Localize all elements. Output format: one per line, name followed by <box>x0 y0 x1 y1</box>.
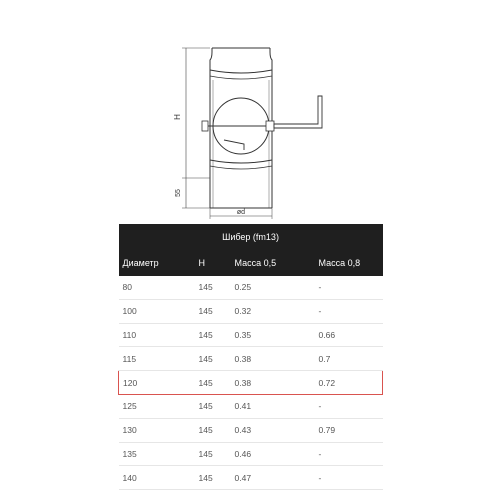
cell-diameter: 115 <box>119 347 195 371</box>
cell-mass-08: 0.79 <box>315 418 383 442</box>
cell-diameter: 130 <box>119 418 195 442</box>
cell-h: 145 <box>195 299 231 323</box>
dim-d-label: ød <box>236 209 246 216</box>
spec-table-container <box>118 224 382 490</box>
col-header-mass-05: Масса 0,5 <box>231 250 315 276</box>
cell-mass-05: 0.41 <box>231 394 315 418</box>
cell-mass-05: 0.38 <box>231 371 315 395</box>
table-header-row <box>119 250 383 276</box>
cell-mass-05: 0.46 <box>231 442 315 466</box>
dim-55-label: 55 <box>175 189 182 197</box>
pipe-upper-rib <box>210 70 272 73</box>
axis-left-stub <box>202 121 208 131</box>
cell-h: 145 <box>195 442 231 466</box>
pipe-lower-rib-2 <box>210 166 272 169</box>
cell-mass-08: 0.72 <box>315 371 383 395</box>
cell-mass-05: 0.38 <box>231 347 315 371</box>
cell-diameter: 125 <box>119 394 195 418</box>
cell-h: 145 <box>195 323 231 347</box>
table-title-row <box>119 224 383 250</box>
cell-mass-05: 0.32 <box>231 299 315 323</box>
cell-mass-08: 0.7 <box>315 347 383 371</box>
table-row <box>119 276 383 299</box>
table-row <box>119 442 383 466</box>
table-row <box>119 418 383 442</box>
col-header-h: H <box>195 250 231 276</box>
table-row <box>119 299 383 323</box>
cell-mass-08: 0.66 <box>315 323 383 347</box>
dim-h-label: H <box>173 114 182 120</box>
cell-mass-05: 0.47 <box>231 466 315 490</box>
damper-technical-drawing <box>0 0 500 224</box>
cell-h: 145 <box>195 276 231 299</box>
cell-h: 145 <box>195 466 231 490</box>
cell-mass-05: 0.35 <box>231 323 315 347</box>
table-title: Шибер (fm13) <box>119 224 383 250</box>
cell-mass-08: - <box>315 442 383 466</box>
cell-h: 145 <box>195 371 231 395</box>
cell-h: 145 <box>195 418 231 442</box>
cell-mass-05: 0.25 <box>231 276 315 299</box>
table-row <box>119 466 383 490</box>
cell-h: 145 <box>195 347 231 371</box>
cell-diameter: 80 <box>119 276 195 299</box>
cell-mass-08: - <box>315 466 383 490</box>
cell-mass-05: 0.43 <box>231 418 315 442</box>
pipe-lower-rib <box>210 160 272 163</box>
col-header-mass-08: Масса 0,8 <box>315 250 383 276</box>
cell-diameter: 120 <box>119 371 195 395</box>
table-row <box>119 394 383 418</box>
spec-table <box>118 224 383 490</box>
table-row <box>119 323 383 347</box>
axis-knob <box>266 121 274 131</box>
cell-diameter: 135 <box>119 442 195 466</box>
pipe-upper-rib-2 <box>210 76 272 79</box>
cell-h: 145 <box>195 394 231 418</box>
table-row <box>119 347 383 371</box>
table-row-highlighted <box>119 371 383 395</box>
cell-mass-08: - <box>315 276 383 299</box>
cell-diameter: 140 <box>119 466 195 490</box>
cell-diameter: 110 <box>119 323 195 347</box>
damper-handle <box>274 96 322 128</box>
cell-mass-08: - <box>315 299 383 323</box>
cell-diameter: 100 <box>119 299 195 323</box>
col-header-diameter: Диаметр <box>119 250 195 276</box>
cell-mass-08: - <box>315 394 383 418</box>
